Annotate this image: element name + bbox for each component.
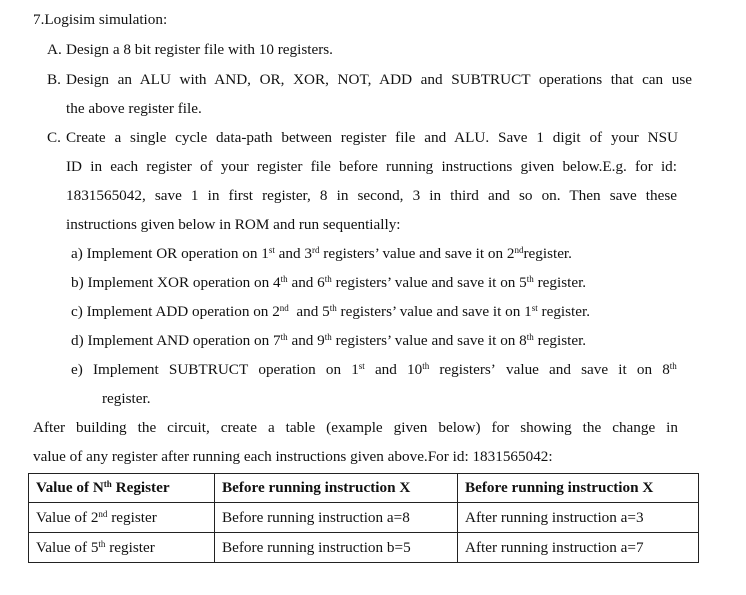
item-a-marker: A. — [47, 41, 62, 58]
subitem-e-w13: on — [636, 361, 653, 378]
item-b-marker: B. — [47, 71, 61, 88]
item-a-text: Design a 8 bit register file with 10 registers. — [66, 41, 333, 58]
subitem-e-w8: registers’ — [439, 361, 496, 378]
register-table — [28, 473, 699, 563]
table-cell: Before running instruction a=8 — [215, 503, 458, 533]
table-cell: Value of 5th register — [29, 533, 215, 563]
subitem-e-w5: 1st — [351, 361, 365, 378]
table-header-cell: Before running instruction X — [458, 474, 699, 503]
subitem-e-marker: e) — [71, 361, 83, 378]
item-c-line2: ID in each register of your register file before running instructions given below.E.g. for id: — [66, 158, 677, 175]
subitem-e-w3: operation — [258, 361, 316, 378]
subitem-a — [71, 245, 572, 263]
item-c-line1: Create a single cycle data-path between register file and ALU. Save 1 digit of your NSU — [66, 129, 678, 146]
item-b-line1: Design an ALU with AND, OR, XOR, NOT, ADD and SUBTRUCT operations that can use — [66, 71, 692, 88]
subitem-e — [71, 361, 677, 379]
subitem-e-w9: value — [506, 361, 539, 378]
subitem-e-w1: Implement — [92, 361, 159, 378]
subitem-c — [71, 303, 590, 321]
subitem-e-line2: register. — [102, 390, 151, 407]
subitem-e-w2: SUBTRUCT — [168, 361, 249, 378]
subitem-e-w6: and — [374, 361, 397, 378]
table-row — [29, 533, 699, 563]
subitem-d — [71, 332, 586, 350]
subitem-c-text: Implement ADD operation on 2nd and 5th registers’ value and save it on 1st register. — [86, 303, 591, 320]
subitem-c-marker: c) — [71, 303, 83, 320]
table-cell: After running instruction a=3 — [458, 503, 699, 533]
item-b-line2: the above register file. — [66, 100, 202, 117]
table-header-row — [29, 474, 699, 503]
after-line1: After building the circuit, create a table (example given below) for showing the change in — [33, 419, 678, 436]
subitem-b-text: Implement XOR operation on 4th and 6th registers’ value and save it on 5th register. — [87, 274, 587, 291]
table-header-cell: Before running instruction X — [215, 474, 458, 503]
subitem-a-marker: a) — [71, 245, 83, 262]
after-line2: value of any register after running each instructions given above.For id: 1831565042: — [33, 448, 553, 465]
subitem-d-text: Implement AND operation on 7th and 9th registers’ value and save it on 8th register. — [87, 332, 587, 349]
table-cell: Before running instruction b=5 — [215, 533, 458, 563]
section-heading: 7.Logisim simulation: — [33, 11, 168, 28]
item-c-marker: C. — [47, 129, 61, 146]
table-row — [29, 503, 699, 533]
subitem-b-marker: b) — [71, 274, 84, 291]
subitem-d-marker: d) — [71, 332, 84, 349]
subitem-e-w4: on — [325, 361, 342, 378]
subitem-b — [71, 274, 586, 292]
subitem-e-w12: it — [618, 361, 627, 378]
table-header-cell: Value of $N^{th}$ Register — [29, 474, 215, 503]
table-cell: Value of 2nd register — [29, 503, 215, 533]
subitem-e-w7: 10th — [407, 361, 430, 378]
subitem-e-w11: save — [581, 361, 609, 378]
table-cell: After running instruction a=7 — [458, 533, 699, 563]
subitem-e-w10: and — [549, 361, 571, 378]
subitem-e-w14: 8th — [662, 361, 677, 378]
item-c-line4: instructions given below in ROM and run sequentially: — [66, 216, 401, 233]
item-c-line3: 1831565042, save 1 in first register, 8 in second, 3 in third and so on. Then save these — [66, 187, 677, 204]
subitem-a-text: Implement OR operation on 1st and 3rd registers’ value and save it on 2ndregister. — [86, 245, 572, 262]
